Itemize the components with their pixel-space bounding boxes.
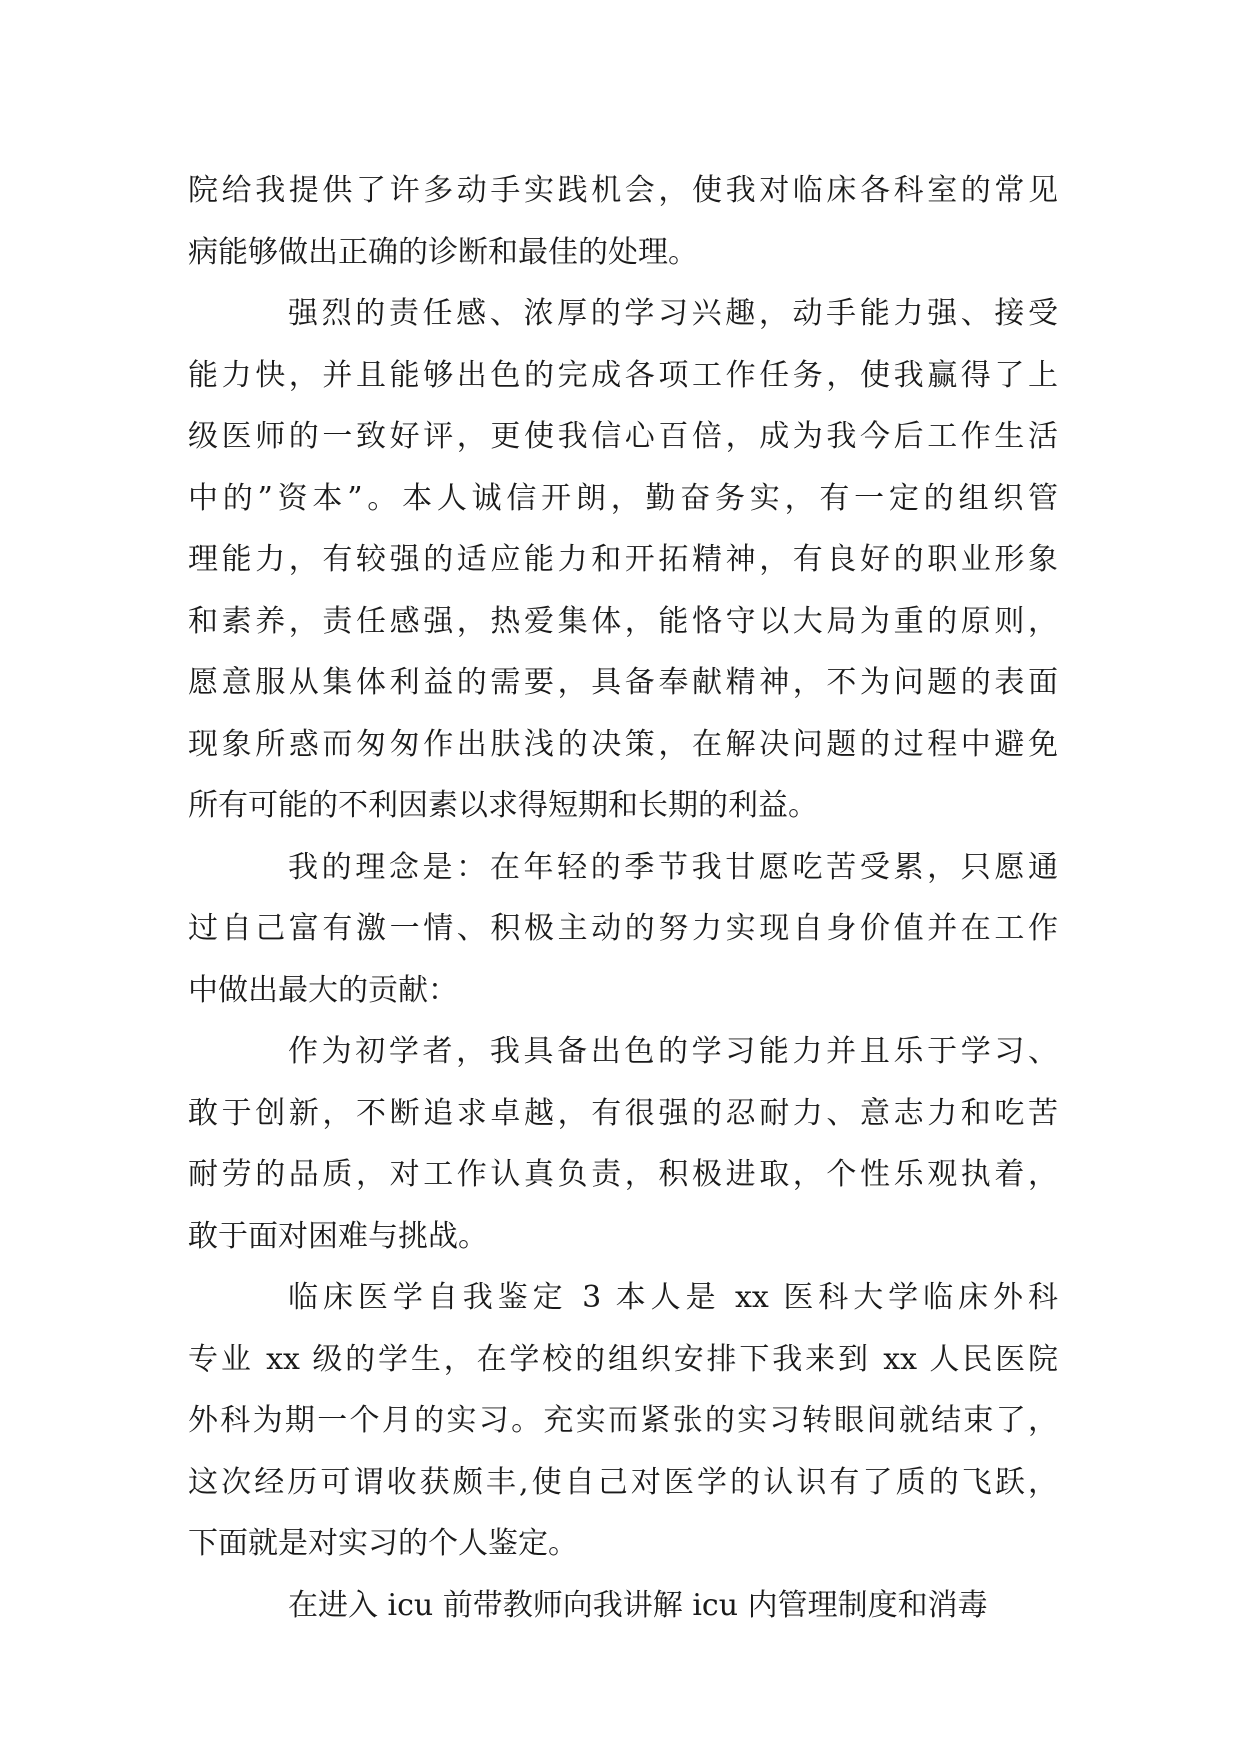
text-line: 所有可能的不利因素以求得短期和长期的利益。 [188, 788, 818, 823]
text-line: 作为初学者，我具备出色的学习能力并且乐于学习、 [288, 1034, 1058, 1069]
text-line: 院给我提供了许多动手实践机会，使我对临床各科室的常见 [188, 173, 1058, 208]
text-line: 和素养，责任感强，热爱集体，能恪守以大局为重的原则， [188, 603, 1058, 639]
paragraph [188, 837, 1058, 1022]
text-line: 专业 xx 级的学生，在学校的组织安排下我来到 xx 人民医院 [188, 1341, 1058, 1377]
paragraph [188, 1021, 1058, 1267]
text-line: 耐劳的品质，对工作认真负责，积极进取，个性乐观执着， [188, 1157, 1058, 1192]
text-line: 过自己富有激一情、积极主动的努力实现自身价值并在工作 [188, 911, 1058, 946]
text-line: 中做出最大的贡献： [188, 972, 458, 1008]
paragraph [188, 1267, 1058, 1575]
text-line: 在进入 icu 前带教师向我讲解 icu 内管理制度和消毒 [288, 1587, 988, 1623]
text-line: 愿意服从集体利益的需要，具备奉献精神，不为问题的表面 [188, 665, 1058, 700]
text-line: 敢于面对困难与挑战。 [188, 1218, 488, 1254]
text-line: 敢于创新，不断追求卓越，有很强的忍耐力、意志力和吃苦 [188, 1095, 1058, 1131]
document-body [188, 160, 1058, 1636]
text-line: 现象所惑而匆匆作出肤浅的决策，在解决问题的过程中避免 [188, 726, 1058, 762]
paragraph [188, 1575, 1058, 1637]
paragraph [188, 283, 1058, 837]
text-line: 外科为期一个月的实习。充实而紧张的实习转眼间就结束了， [188, 1403, 1058, 1438]
text-line: 病能够做出正确的诊断和最佳的处理。 [188, 234, 698, 270]
text-line: 级医师的一致好评，更使我信心百倍，成为我今后工作生活 [188, 419, 1058, 454]
text-line: 理能力，有较强的适应能力和开拓精神，有良好的职业形象 [188, 542, 1058, 577]
text-line: 临床医学自我鉴定 3 本人是 xx 医科大学临床外科 [288, 1280, 1058, 1315]
paragraph [188, 160, 1058, 283]
text-line: 下面就是对实习的个人鉴定。 [188, 1526, 578, 1561]
text-line: 中的”资本”。本人诚信开朗，勤奋务实，有一定的组织管 [188, 480, 1058, 516]
text-line: 强烈的责任感、浓厚的学习兴趣，动手能力强、接受 [288, 296, 1058, 331]
text-line: 我的理念是：在年轻的季节我甘愿吃苦受累，只愿通 [288, 849, 1058, 885]
text-line: 能力快，并且能够出色的完成各项工作任务，使我赢得了上 [188, 357, 1058, 393]
text-line: 这次经历可谓收获颇丰,使自己对医学的认识有了质的飞跃， [188, 1464, 1058, 1500]
